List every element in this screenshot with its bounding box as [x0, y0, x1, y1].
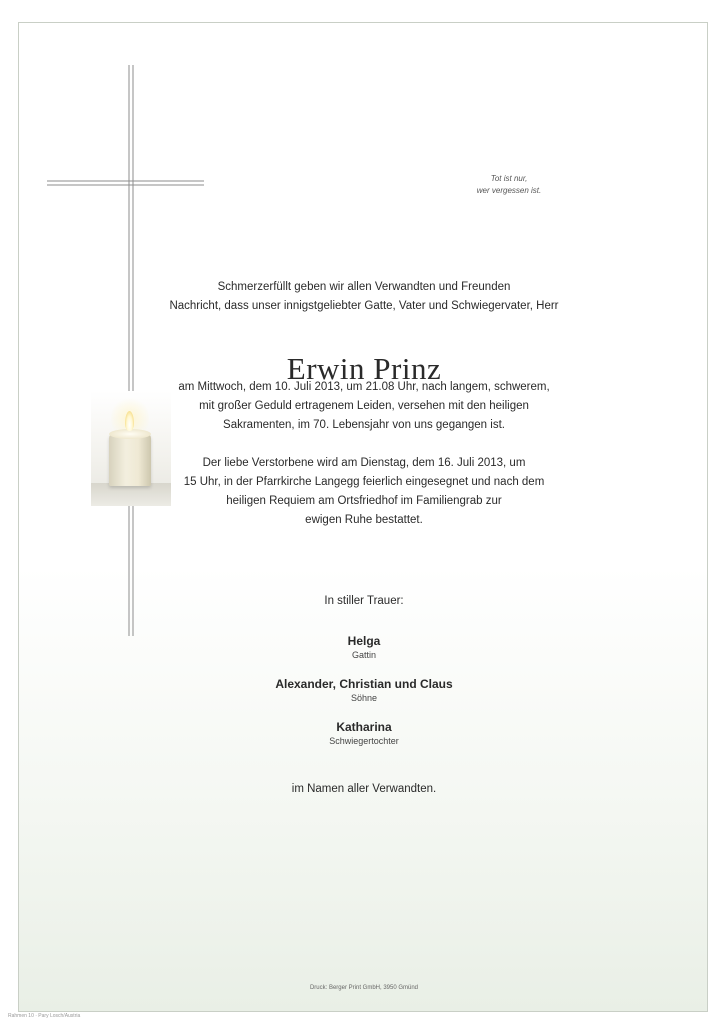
- paragraph1-line-3: Sakramenten, im 70. Lebensjahr von uns gegangen ist.: [223, 419, 505, 431]
- intro-line-1: Schmerzerfüllt geben wir allen Verwandten und Freunden: [217, 281, 511, 293]
- candle-plate: [91, 483, 171, 506]
- candle-flame-icon: [125, 411, 134, 431]
- deceased-name: Erwin Prinz: [286, 351, 442, 386]
- mourner-name: Helga: [347, 634, 381, 648]
- paragraph1-line-1: am Mittwoch, dem 10. Juli 2013, um 21.08 Uhr, nach langem, schwerem,: [178, 381, 550, 393]
- motto-line-1: Tot ist nur,: [490, 174, 528, 183]
- intro-line-2: Nachricht, dass unser innigstgeliebter Gatte, Vater und Schwiegervater, Herr: [169, 300, 559, 312]
- mourner-entry: [169, 676, 559, 704]
- closing-line: im Namen aller Verwandten.: [291, 783, 437, 795]
- mourning-heading: In stiller Trauer:: [324, 595, 404, 607]
- paragraph2-line-2: 15 Uhr, in der Pfarrkirche Langegg feierlich eingesegnet und nach dem: [183, 476, 545, 488]
- cross-icon: [19, 23, 219, 663]
- obituary-card: [18, 22, 708, 1012]
- motto-line-2: wer vergessen ist.: [476, 186, 542, 195]
- template-note: Rahmen 10 · Pary Losch/Austria: [8, 1013, 81, 1019]
- paragraph1-line-2: mit großer Geduld ertragenem Leiden, versehen mit den heiligen: [199, 400, 529, 412]
- motto: [439, 173, 579, 197]
- death-notice-paragraph: [169, 378, 559, 435]
- mourner-name: Katharina: [336, 720, 392, 734]
- mourner-name: Alexander, Christian und Claus: [275, 677, 453, 691]
- paragraph2-line-1: Der liebe Verstorbene wird am Dienstag, dem 16. Juli 2013, um: [202, 457, 526, 469]
- paragraph2-line-3: heiligen Requiem am Ortsfriedhof im Familiengrab zur: [226, 495, 502, 507]
- mourner-entry: [169, 633, 559, 661]
- intro-text: [169, 278, 559, 316]
- mourner-role: Schwiegertochter: [329, 736, 399, 746]
- printer-credit: Druck: Berger Print GmbH, 3950 Gmünd: [309, 985, 419, 991]
- candle-image: [91, 391, 171, 506]
- mourner-role: Söhne: [350, 693, 378, 703]
- candle-body: [109, 434, 151, 486]
- mourner-role: Gattin: [351, 650, 376, 660]
- mourner-entry: [169, 719, 559, 747]
- paragraph2-line-4: ewigen Ruhe bestattet.: [305, 514, 423, 526]
- funeral-paragraph: [169, 454, 559, 530]
